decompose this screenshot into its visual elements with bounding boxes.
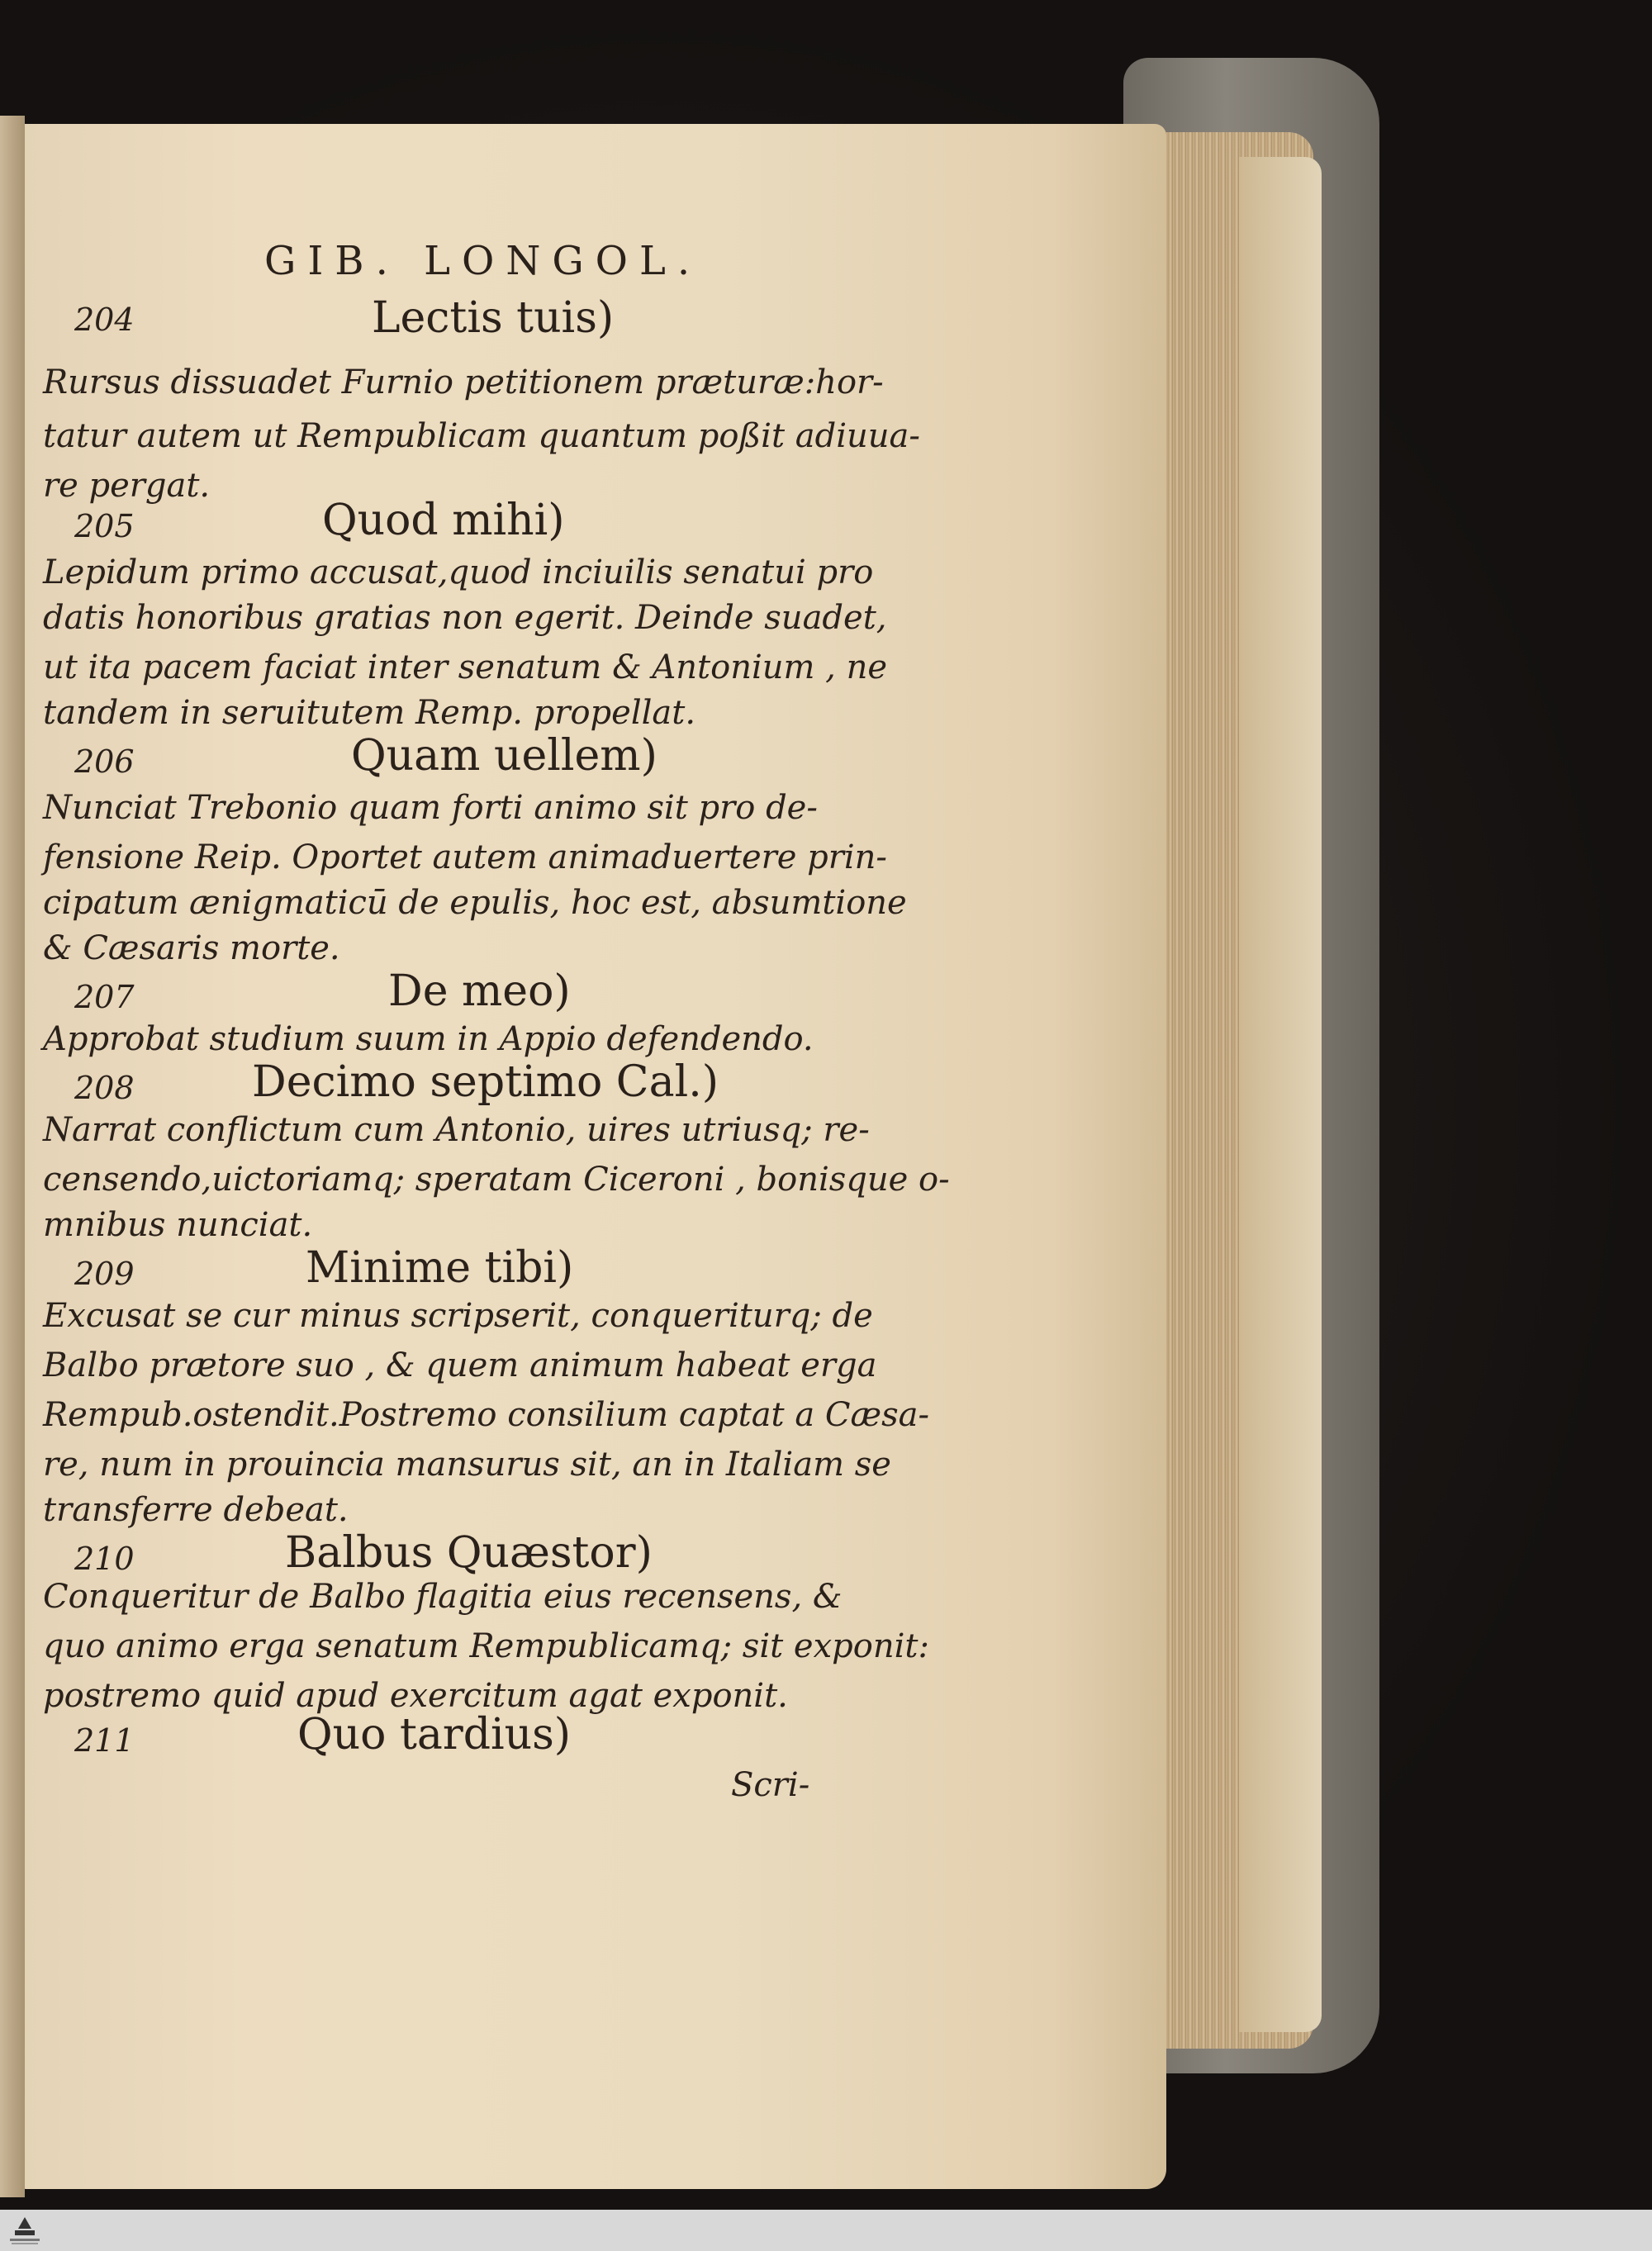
- text-line: re pergat.: [43, 467, 211, 505]
- text-line: Narrat conflictum cum Antonio, uires utriusq; re-: [43, 1111, 870, 1149]
- entry-lemma: Quo tardius): [297, 1710, 572, 1759]
- entry-lemma: Quam uellem): [351, 731, 657, 781]
- text-line: postremo quid apud exercitum agat exponit.: [43, 1677, 788, 1715]
- entry-lemma: Lectis tuis): [372, 293, 615, 343]
- entry-number: 204: [74, 302, 135, 338]
- entry-number: 205: [74, 508, 135, 544]
- text-line: transferre debeat.: [43, 1491, 349, 1529]
- text-line: Excusat se cur minus scripserit, conqueriturq; de: [43, 1297, 873, 1335]
- entry-lemma: Minime tibi): [306, 1243, 574, 1293]
- text-line: Approbat studium suum in Appio defendendo.: [43, 1020, 814, 1058]
- text-line: Conqueritur de Balbo flagitia eius recensens, &: [43, 1578, 843, 1616]
- library-logo-icon: [10, 2214, 40, 2247]
- text-line: cipatum ænigmaticū de epulis, hoc est, absumtione: [43, 884, 907, 922]
- gutter: [0, 116, 25, 2197]
- running-head: GIB. LONGOL.: [264, 238, 702, 284]
- text-line: mnibus nunciat.: [43, 1206, 313, 1244]
- text-line: Lepidum primo accusat,quod inciuilis senatui pro: [43, 553, 874, 591]
- entry-number: 208: [74, 1070, 135, 1106]
- viewer-footer-bar: [0, 2210, 1652, 2251]
- entry-number: 210: [74, 1541, 135, 1577]
- text-line: Rursus dissuadet Furnio petitionem præturæ:hor-: [43, 363, 884, 401]
- text-line: tandem in seruitutem Remp. propellat.: [43, 694, 696, 732]
- text-line: tatur autem ut Rempublicam quantum poßit adiuua-: [43, 417, 920, 455]
- entry-lemma: Quod mihi): [322, 496, 565, 545]
- text-line: & Cæsaris morte.: [43, 929, 340, 967]
- entry-lemma: Balbus Quæstor): [285, 1528, 653, 1578]
- text-line: datis honoribus gratias non egerit. Deinde suadet,: [43, 599, 887, 637]
- entry-number: 211: [74, 1722, 135, 1759]
- fore-edge: [1239, 157, 1322, 2032]
- entry-number: 206: [74, 743, 135, 780]
- entry-number: 207: [74, 979, 135, 1015]
- entry-lemma: Decimo septimo Cal.): [252, 1057, 719, 1107]
- text-line: fensione Reip. Oportet autem animaduertere prin-: [43, 838, 887, 876]
- text-line: Nunciat Trebonio quam forti animo sit pro de-: [43, 789, 818, 827]
- text-line: quo animo erga senatum Rempublicamq; sit exponit:: [43, 1627, 929, 1665]
- text-line: Balbo prætore suo , & quem animum habeat erga: [43, 1346, 877, 1384]
- text-line: ut ita pacem faciat inter senatum & Antonium , ne: [43, 648, 888, 686]
- catchword: Scri-: [731, 1766, 810, 1804]
- entry-number: 209: [74, 1256, 135, 1292]
- text-line: Rempub.ostendit.Postremo consilium captat a Cæsa-: [43, 1396, 929, 1434]
- text-line: re, num in prouincia mansurus sit, an in Italiam se: [43, 1446, 891, 1484]
- text-line: censendo,uictoriamq; speratam Ciceroni , bonisque o-: [43, 1161, 950, 1199]
- entry-lemma: De meo): [388, 966, 571, 1016]
